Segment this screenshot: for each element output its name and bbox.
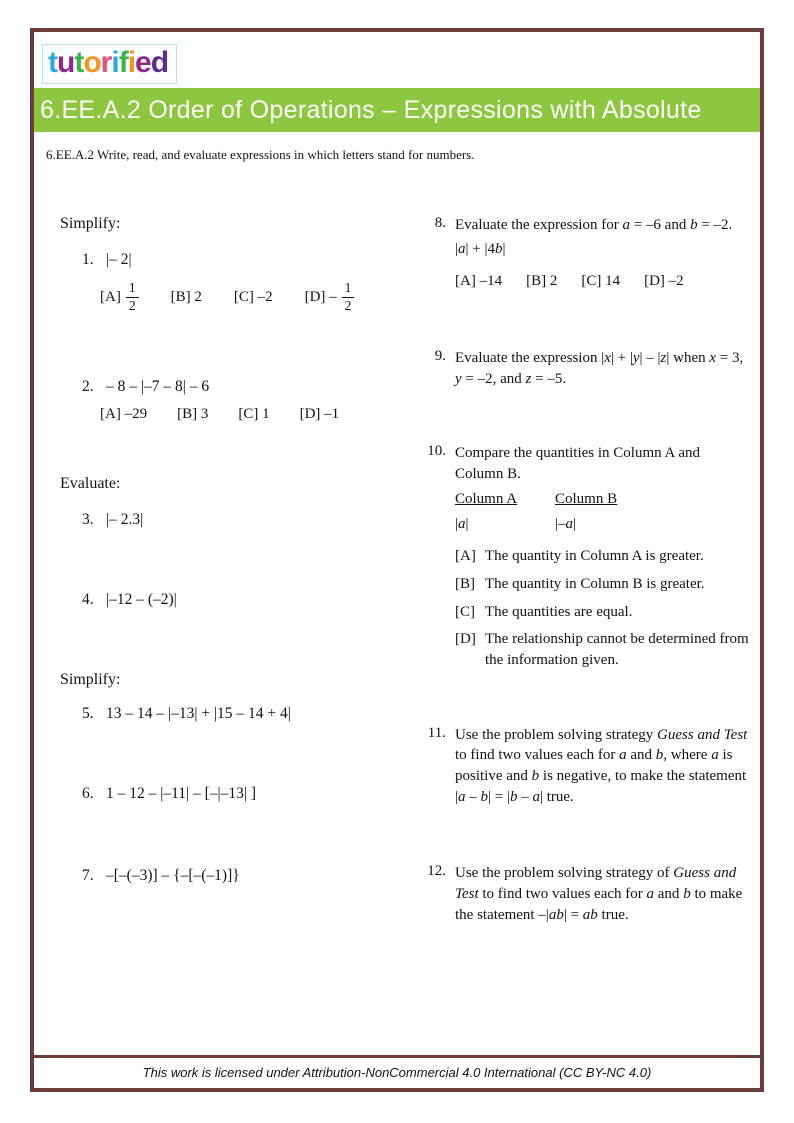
problem-row bbox=[60, 705, 396, 723]
logo-letter: t bbox=[48, 46, 57, 79]
problem-2 bbox=[60, 378, 396, 423]
choice-a bbox=[100, 281, 139, 314]
problem-number: 10. bbox=[427, 443, 446, 460]
problem-6 bbox=[60, 785, 396, 803]
text-segment: – bbox=[465, 788, 481, 805]
text-segment: to find two values each for bbox=[478, 886, 647, 903]
problem-number: 6. bbox=[82, 784, 94, 802]
text-segment: b bbox=[655, 747, 664, 764]
problem-row bbox=[60, 591, 396, 609]
choice-d bbox=[455, 629, 752, 670]
text-segment: Evaluate the expression | bbox=[455, 350, 605, 367]
choice-label: [A] bbox=[100, 288, 121, 305]
text-segment: Compare the quantities in Column A and Column B. bbox=[455, 445, 700, 483]
problem-body bbox=[455, 725, 752, 808]
answer-choices-2 bbox=[100, 406, 396, 423]
choice-b: [B] 3 bbox=[177, 405, 209, 422]
text-segment: a bbox=[619, 747, 627, 764]
choice-label: [D] bbox=[455, 631, 476, 648]
logo-letter: f bbox=[118, 46, 128, 79]
text-segment: , where bbox=[663, 747, 712, 764]
content-columns bbox=[34, 215, 760, 925]
problem-row bbox=[60, 785, 396, 803]
text-segment: b bbox=[494, 240, 503, 257]
fraction-denominator: 2 bbox=[344, 297, 352, 313]
license-text: This work is licensed under Attribution-NonCommercial 4.0 International (CC BY-NC 4.0) bbox=[142, 1065, 652, 1080]
text-segment: = 3, bbox=[716, 350, 744, 367]
problem-expression: |– 2| bbox=[106, 251, 132, 268]
text-segment: | true. bbox=[539, 788, 574, 805]
text-segment: | – | bbox=[639, 350, 661, 367]
problem-row bbox=[60, 378, 396, 396]
text-segment: b bbox=[690, 217, 698, 233]
problem-body bbox=[455, 215, 752, 292]
comparison-value-row bbox=[455, 514, 752, 535]
logo-letter: e bbox=[135, 46, 151, 79]
choice-c: [C] –2 bbox=[233, 288, 273, 305]
logo-letter: r bbox=[100, 46, 112, 79]
problem-number: 11. bbox=[427, 724, 446, 741]
text-segment: – bbox=[517, 788, 533, 805]
fraction-denominator: 2 bbox=[128, 297, 136, 313]
problem-number: 8. bbox=[434, 215, 446, 231]
text-segment: Use the problem solving strategy of bbox=[455, 865, 674, 882]
problem-expression bbox=[455, 239, 752, 260]
text-segment: | bbox=[455, 240, 459, 257]
problem-expression: |–12 – (–2)| bbox=[106, 590, 177, 608]
choice-c: [C] 1 bbox=[238, 405, 270, 422]
text-segment: a bbox=[646, 886, 655, 903]
comparison-table bbox=[455, 489, 752, 534]
text-segment: and bbox=[626, 747, 656, 764]
text-segment: a bbox=[565, 515, 574, 532]
problem-10 bbox=[422, 443, 752, 670]
section-label-evaluate: Evaluate: bbox=[60, 474, 121, 492]
standard-statement: 6.EE.A.2 Write, read, and evaluate expressions in which letters stand for numbers. bbox=[46, 147, 475, 162]
text-segment: Guess and Test bbox=[657, 726, 748, 743]
problem-prompt bbox=[455, 443, 752, 484]
problem-number: 3. bbox=[82, 510, 94, 528]
problem-number: 5. bbox=[82, 704, 94, 722]
problem-row bbox=[60, 251, 396, 269]
problem-body bbox=[455, 348, 752, 389]
text-segment: z bbox=[525, 370, 532, 387]
choice-b: [B] 2 bbox=[170, 288, 202, 305]
text-segment: b bbox=[683, 886, 691, 903]
problem-number: 7. bbox=[82, 866, 94, 884]
logo-letter: i bbox=[127, 46, 136, 79]
text-segment: z bbox=[660, 350, 667, 367]
text-segment: is positive and bbox=[455, 747, 733, 784]
text-segment: a bbox=[711, 747, 719, 764]
text-segment: | bbox=[573, 515, 577, 532]
text-segment: Evaluate the expression for bbox=[455, 217, 623, 233]
choice-c bbox=[455, 602, 752, 623]
page-title: 6.EE.A.2 Order of Operations – Expressions with Absolute bbox=[40, 95, 702, 124]
text-segment: is negative, to make the statement | bbox=[455, 768, 747, 805]
text-segment: | = | bbox=[488, 788, 510, 805]
fraction bbox=[342, 281, 355, 314]
text-segment: a bbox=[458, 515, 466, 532]
text-segment: and bbox=[654, 886, 684, 903]
problem-prompt bbox=[455, 215, 752, 236]
left-column bbox=[60, 215, 396, 925]
column-b-value bbox=[555, 514, 655, 535]
fraction-numerator: 1 bbox=[342, 281, 355, 298]
problem-body bbox=[455, 863, 752, 925]
problem-body bbox=[455, 443, 752, 670]
problem-number: 1. bbox=[82, 251, 94, 268]
choice-d: [D] –2 bbox=[644, 273, 684, 290]
problem-prompt bbox=[455, 348, 752, 389]
text-segment: ab bbox=[582, 906, 598, 923]
problem-row bbox=[60, 867, 396, 885]
right-column bbox=[422, 215, 752, 925]
text-segment: | bbox=[455, 515, 459, 532]
choice-text: The quantities are equal. bbox=[485, 603, 633, 620]
problem-prompt bbox=[455, 863, 752, 925]
text-segment: to find two values each for bbox=[455, 747, 620, 764]
text-segment: |– bbox=[555, 515, 566, 532]
footer bbox=[34, 1055, 760, 1088]
choice-b: [B] 2 bbox=[526, 273, 558, 290]
choice-b bbox=[455, 574, 752, 595]
column-a-value bbox=[455, 514, 555, 535]
problem-number: 12. bbox=[427, 863, 446, 880]
text-segment: a bbox=[532, 788, 540, 805]
choice-d: [D] –1 bbox=[299, 405, 340, 422]
text-segment: x bbox=[604, 350, 611, 367]
answer-choices-8 bbox=[455, 271, 752, 292]
text-segment: true. bbox=[597, 906, 629, 923]
text-segment: y bbox=[632, 350, 640, 367]
problem-4 bbox=[60, 591, 396, 609]
text-segment: a bbox=[458, 788, 466, 805]
logo-letter: d bbox=[150, 46, 169, 79]
problem-7 bbox=[60, 867, 396, 885]
text-segment: | bbox=[465, 515, 469, 532]
text-segment: = –5. bbox=[531, 370, 567, 387]
choice-text: The quantity in Column B is greater. bbox=[485, 575, 705, 592]
choice-text: The quantity in Column A is greater. bbox=[485, 548, 704, 565]
problem-number: 2. bbox=[82, 377, 94, 395]
choice-a bbox=[455, 546, 752, 567]
logo-letter: t bbox=[74, 46, 84, 79]
problem-expression: –[–(–3)] – {–[–(–1)]} bbox=[106, 866, 240, 884]
answer-choices-1 bbox=[100, 281, 396, 314]
problem-11 bbox=[422, 725, 752, 808]
problem-expression: 1 – 12 – |–11| – [–|–13| ] bbox=[106, 784, 257, 802]
choice-label: [D] – bbox=[304, 288, 337, 305]
fraction-numerator: 1 bbox=[126, 281, 139, 298]
text-segment: = –2. bbox=[697, 217, 733, 233]
problem-1 bbox=[60, 251, 396, 314]
logo-text bbox=[48, 46, 168, 79]
problem-expression: 13 – 14 – |–13| + |15 – 14 + 4| bbox=[106, 704, 291, 722]
problem-number: 4. bbox=[82, 590, 94, 608]
text-segment: | + | bbox=[610, 350, 633, 367]
problem-row bbox=[60, 511, 396, 529]
problem-9 bbox=[422, 348, 752, 389]
problem-expression: |– 2.3| bbox=[106, 510, 144, 528]
text-segment: b bbox=[509, 788, 518, 805]
text-segment: b bbox=[531, 768, 540, 784]
logo-letter: i bbox=[111, 46, 119, 79]
problem-expression: – 8 – |–7 – 8| – 6 bbox=[106, 377, 210, 395]
logo bbox=[42, 44, 177, 84]
text-segment: = –6 and bbox=[629, 217, 691, 233]
text-segment: b bbox=[480, 788, 489, 805]
text-segment: x bbox=[709, 350, 717, 367]
text-segment: y bbox=[455, 370, 462, 387]
choice-c: [C] 14 bbox=[581, 273, 621, 290]
text-segment: | when bbox=[666, 350, 710, 367]
logo-letter: u bbox=[57, 46, 75, 79]
section-label-simplify-1: Simplify: bbox=[60, 215, 121, 232]
footer-divider bbox=[34, 1055, 760, 1058]
text-segment: to make the statement –| bbox=[455, 886, 743, 923]
problem-3 bbox=[60, 511, 396, 529]
problem-prompt bbox=[455, 725, 752, 808]
problem-12 bbox=[422, 863, 752, 925]
text-segment: ab bbox=[548, 906, 564, 923]
problem-5 bbox=[60, 705, 396, 723]
comparison-header-row bbox=[455, 489, 752, 510]
problem-number: 9. bbox=[434, 348, 446, 365]
text-segment: | = bbox=[563, 906, 583, 923]
choice-label: [A] bbox=[455, 548, 476, 565]
problem-8 bbox=[422, 215, 752, 292]
choice-d bbox=[305, 281, 355, 314]
choice-label: [B] bbox=[455, 575, 475, 592]
text-segment: Guess and Test bbox=[455, 865, 737, 903]
header-bar bbox=[34, 88, 760, 132]
text-segment: a bbox=[622, 217, 630, 233]
text-segment: | bbox=[502, 240, 506, 257]
column-a-header: Column A bbox=[455, 490, 518, 507]
fraction bbox=[126, 281, 139, 314]
choice-text: The relationship cannot be determined from the information given. bbox=[485, 631, 749, 668]
section-label-simplify-2: Simplify: bbox=[60, 670, 121, 688]
answer-choices-10 bbox=[455, 546, 752, 670]
worksheet-page bbox=[30, 28, 764, 1092]
choice-a: [A] –29 bbox=[100, 405, 148, 422]
text-segment: = –2, and bbox=[461, 370, 526, 387]
choice-label: [C] bbox=[455, 603, 475, 620]
text-segment: a bbox=[458, 240, 466, 257]
column-b-header: Column B bbox=[555, 490, 618, 507]
text-segment: Use the problem solving strategy bbox=[455, 726, 658, 743]
choice-a: [A] –14 bbox=[455, 273, 503, 290]
text-segment: | + |4 bbox=[465, 240, 495, 257]
logo-letter: o bbox=[83, 46, 101, 79]
